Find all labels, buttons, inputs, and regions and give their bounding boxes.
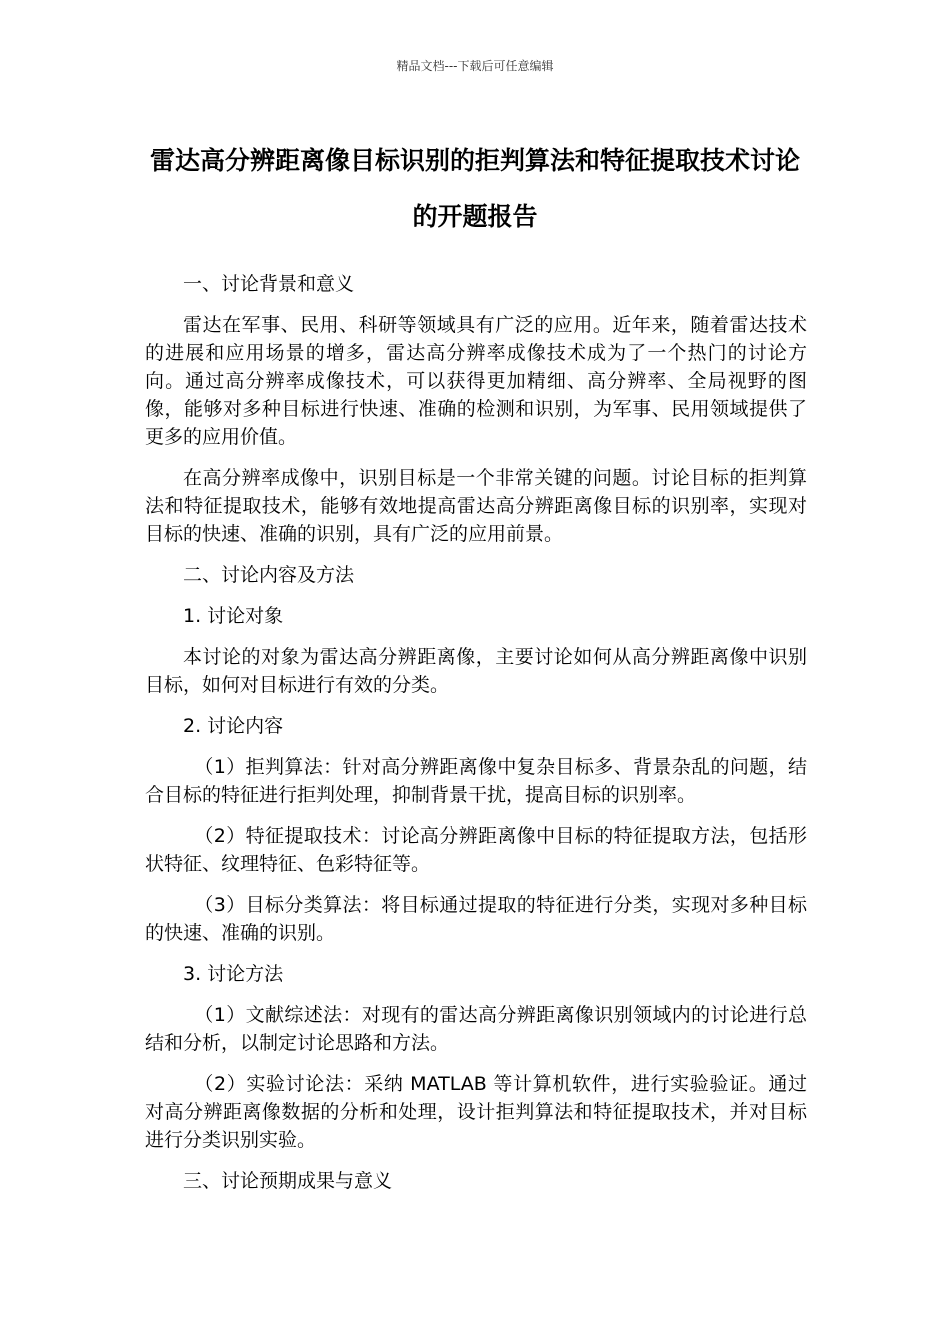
- list-item-experiment: （2）实验讨论法：采纳 MATLAB 等计算机软件，进行实验验证。通过对高分辨距离像数据的分析和处理，设计拒判算法和特征提取技术，并对目标进行分类识别实验。: [145, 1073, 807, 1151]
- document-body: [145, 270, 807, 1208]
- subheading-method: 3. 讨论方法: [183, 963, 284, 985]
- list-item-rejection-algorithm: （1）拒判算法：针对高分辨距离像中复杂目标多、背景杂乱的问题，结合目标的特征进行拒判处理，抑制背景干扰，提高目标的识别率。: [145, 756, 807, 806]
- paragraph-background-1: 雷达在军事、民用、科研等领域具有广泛的应用。近年来，随着雷达技术的进展和应用场景的增多，雷达高分辨率成像技术成为了一个热门的讨论方向。通过高分辨率成像技术，可以获得更加精细、高分辨率、全局视野的图像，能够对多种目标进行快速、准确的检测和识别，为军事、民用领域提供了更多的应用价值。: [145, 314, 807, 448]
- header-note: 精品文档---下载后可任意编辑: [396, 59, 554, 73]
- paragraph-object: 本讨论的对象为雷达高分辨距离像，主要讨论如何从高分辨距离像中识别目标，如何对目标进行有效的分类。: [145, 646, 807, 696]
- subheading-object: 1. 讨论对象: [183, 605, 284, 627]
- section-heading-background: 一、讨论背景和意义: [183, 273, 355, 295]
- section-heading-expected-results: 三、讨论预期成果与意义: [183, 1170, 393, 1192]
- list-item-classification: （3）目标分类算法：将目标通过提取的特征进行分类，实现对多种目标的快速、准确的识别。: [145, 894, 807, 944]
- document-title: 雷达高分辨距离像目标识别的拒判算法和特征提取技术讨论的开题报告: [149, 146, 800, 231]
- list-item-literature-review: （1）文献综述法：对现有的雷达高分辨距离像识别领域内的讨论进行总结和分析，以制定讨论思路和方法。: [145, 1004, 807, 1054]
- list-item-feature-extraction: （2）特征提取技术：讨论高分辨距离像中目标的特征提取方法，包括形状特征、纹理特征、色彩特征等。: [145, 825, 807, 875]
- section-heading-content-method: 二、讨论内容及方法: [183, 564, 355, 586]
- paragraph-background-2: 在高分辨率成像中，识别目标是一个非常关键的问题。讨论目标的拒判算法和特征提取技术，能够有效地提高雷达高分辨距离像目标的识别率，实现对目标的快速、准确的识别，具有广泛的应用前景。: [145, 467, 807, 545]
- subheading-content: 2. 讨论内容: [183, 715, 284, 737]
